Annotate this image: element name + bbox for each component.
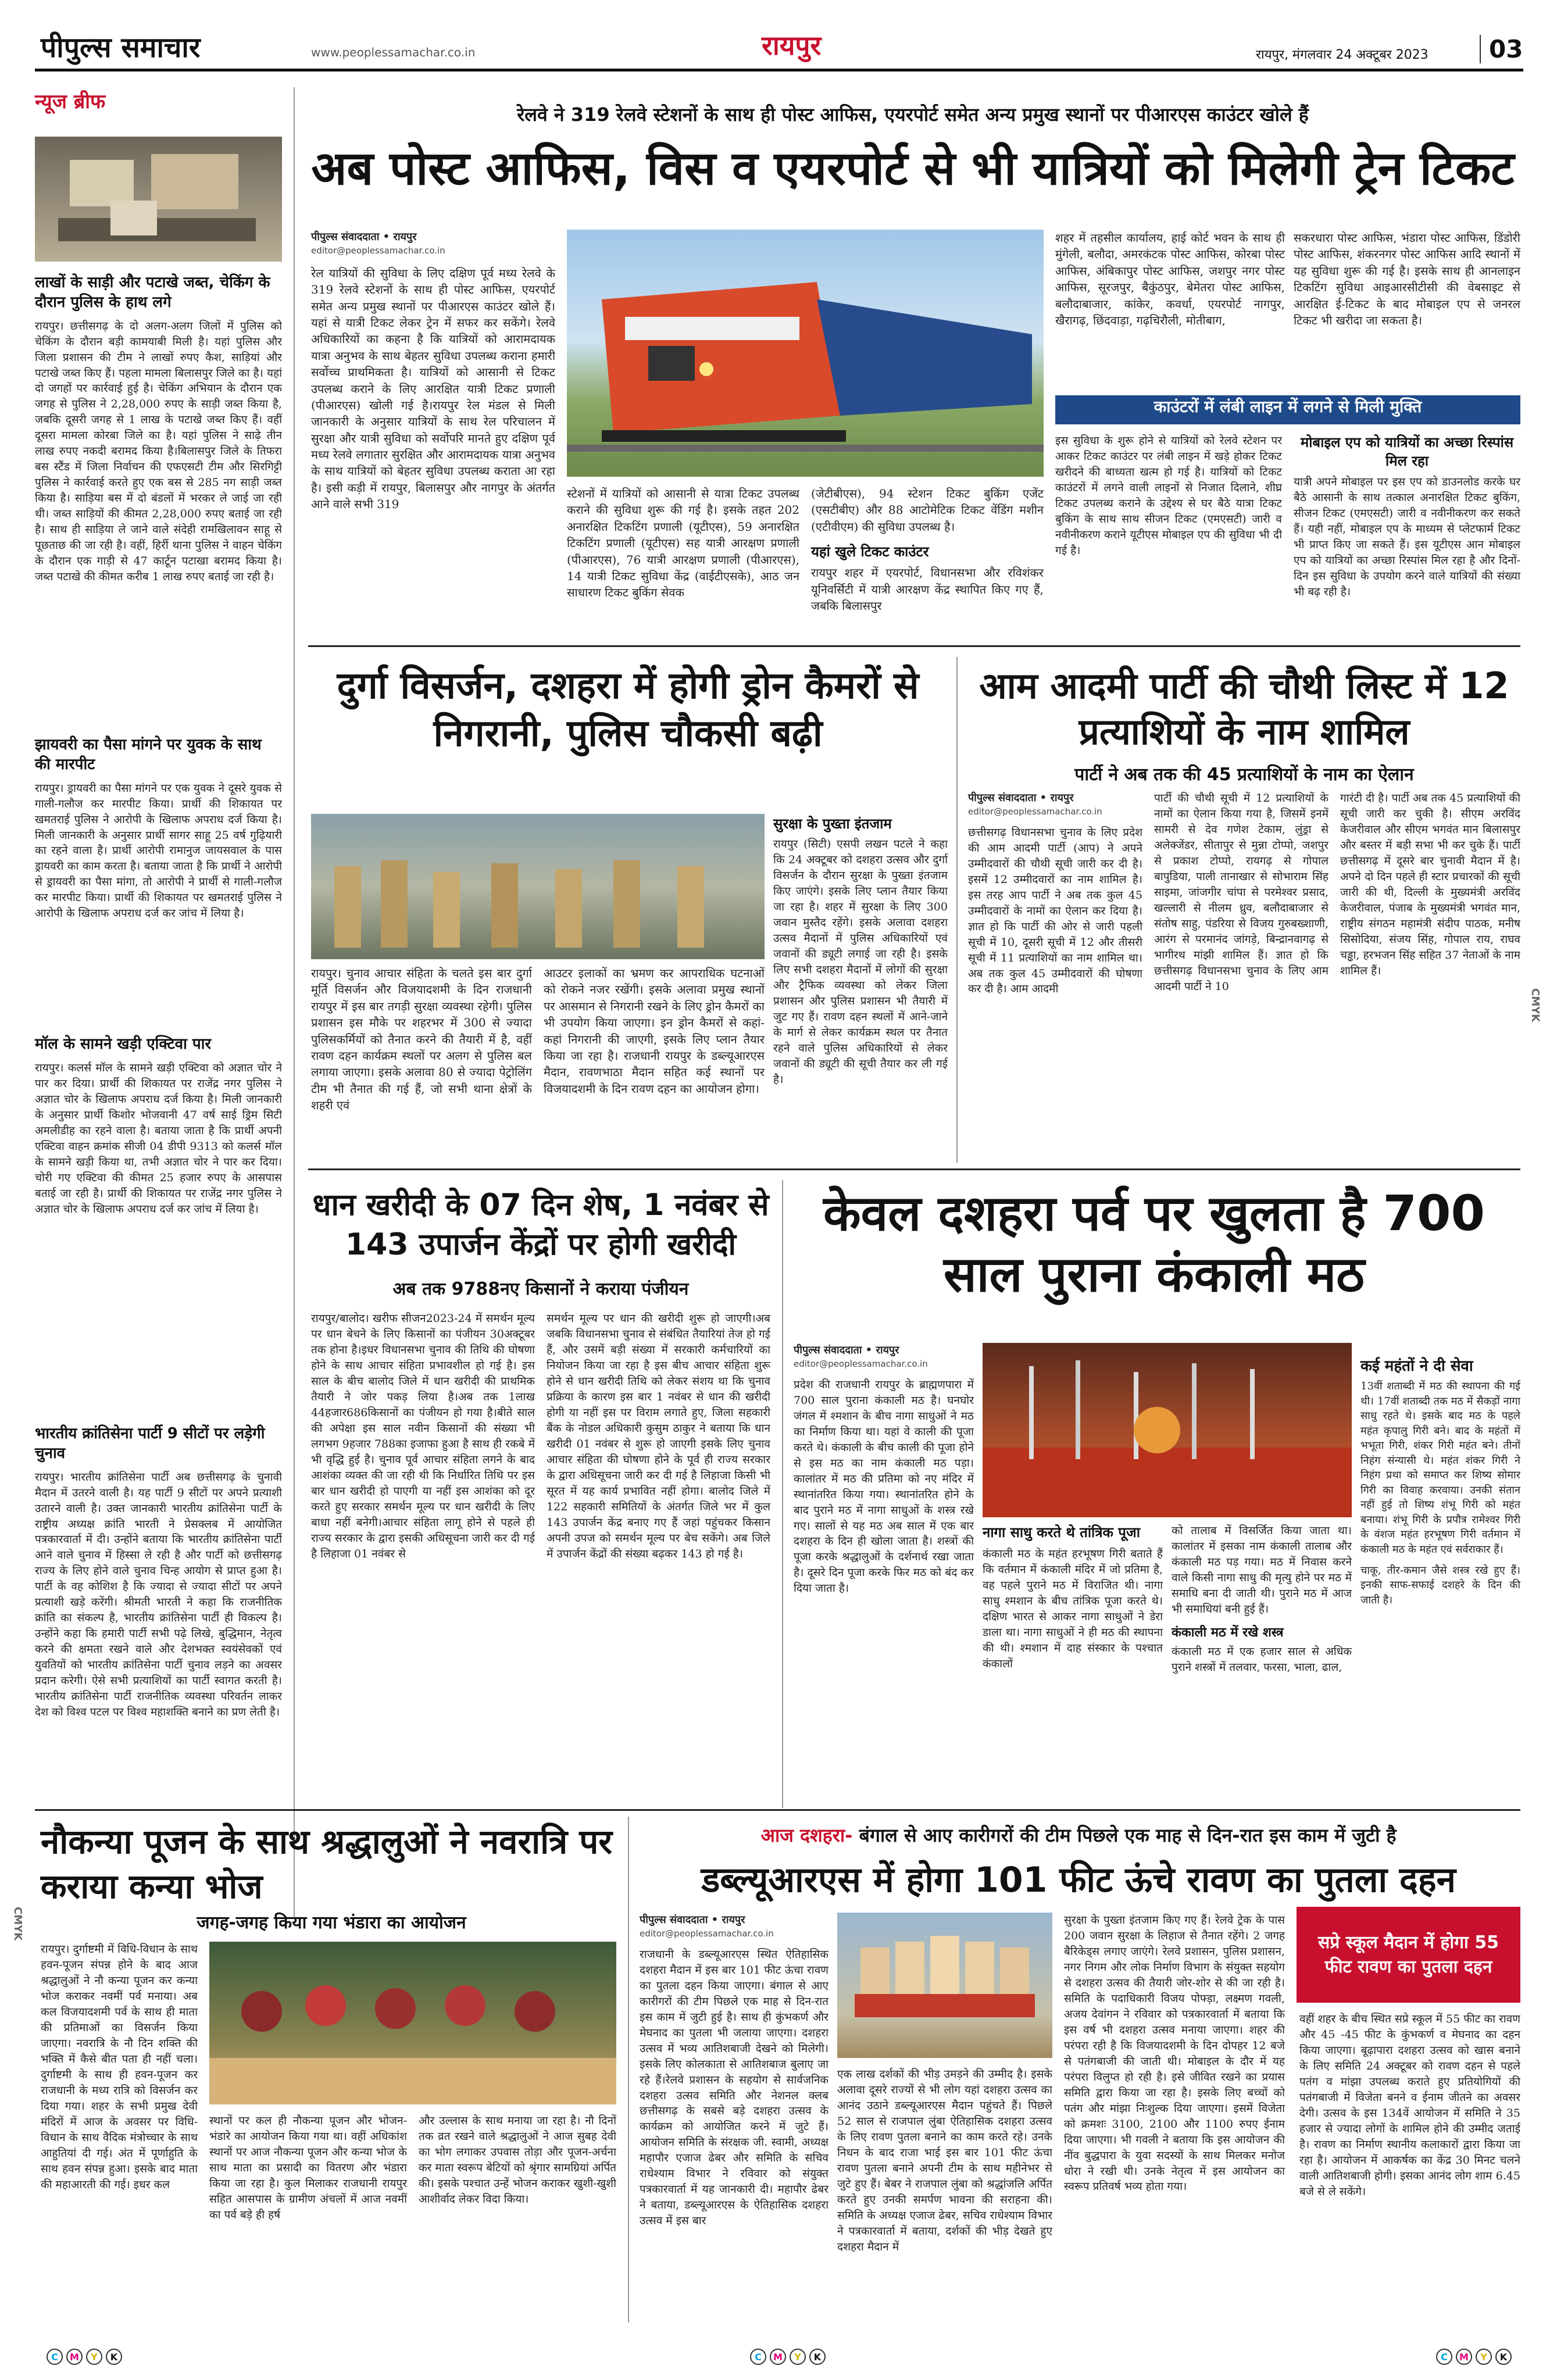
math-email: editor@peoplessamachar.co.in [794, 1358, 928, 1369]
aap-subhead: पार्टी ने अब तक की 45 प्रत्याशियों के नाम का ऐलान [1074, 764, 1414, 785]
math-col1: प्रदेश की राजधानी रायपुर के ब्राह्मणपारा में 700 साल पुराना कंकाली मठ है। घनघोर जंगल में श्मशान के बीच नागा साधुओं ने मठ का निर्माण किया था। यहां वे काली की पूजा करते थे। कंकाली के बीच काली की पूजा होने से इस मठ का नाम कंकाली मठ पड़ा। कालांतर में मठ की प्रतिमा को नए मंदिर में स्थानांतरित किया गया। स्थानांतरित होने के बाद पुराने मठ में नागा साधुओं के शस्त्र रखे गए। सालों से यह मठ अब साल में एक बार दशहरा के दिन ही खोला जाता है। शस्त्रों की पूजा करके श्रद्धालुओं के दर्शनार्थ रखा जाता है। दूसरे दिन पूजा करके फिर मठ को बंद कर दिया जाता है। [794, 1378, 974, 1595]
black-mark-right: K [1495, 2349, 1512, 2365]
masthead [0, 0, 1557, 64]
train-col1: रेल यात्रियों की सुविधा के लिए दक्षिण पूर्व मध्य रेलवे के 319 रेलवे स्टेशनों के साथ ही पोस्ट आफिस, एयरपोर्ट समेत अन्य प्रमुख स्थानों पर पीआरएस काउंटर खोले हैं। यहां से यात्री टिकट लेकर ट्रेन में सफर कर सकेंगे। रेलवे अधिकारियों का कहना है कि यात्रियों को आरामदायक यात्रा अनुभव के साथ बेहतर सुविधा उपलब्ध कराना हमारी सर्वोच्च प्राथमिकता है। यात्रियों को आसानी से टिकट उपलब्ध कराने के लिए आरक्षित यात्री टिकट प्रणाली (पीआरएस) खोली गई है।रायपुर रेल मंडल से मिली जानकारी के अनुसार यात्रियों के साथ रेल परिचालन में सुरक्षा और यात्री सुविधा को सर्वोपरि मानते हुए दक्षिण पूर्व मध्य रेलवे लगातार सुरक्षित और आरामदायक यात्रा अनुभव के साथ यात्रियों को बेहतर सुविधा उपलब्ध कराता आ रहा है। इसी कड़ी में रायपुर, बिलासपुर और नागपुर के अंतर्गत आने वाले सभी 319 [311, 266, 555, 512]
magenta-mark-center: M [770, 2349, 786, 2365]
cmyk-vertical-mark-left: CMYK [12, 1907, 24, 1941]
train-kicker: रेलवे ने 319 रेलवे स्टेशनों के साथ ही पोस्ट आफिस, एयरपोर्ट समेत अन्य प्रमुख स्थानों पर पीआरएस काउंटर खोले हैं [517, 103, 1309, 126]
dhan-subhead: अब तक 9788नए किसानों ने कराया पंजीयन [392, 1279, 689, 1299]
black-mark: K [106, 2349, 122, 2365]
math-byline: पीपुल्स संवाददाता • रायपुर [794, 1344, 899, 1356]
math-photo [983, 1343, 1352, 1517]
cyan-mark: C [47, 2349, 63, 2365]
brief-title-2: झायवरी का पैसा मांगने पर युवक के साथ की मारपीट [35, 736, 262, 773]
kanya-col2: स्थानों पर कल ही नौकन्या पूजन और भोजन-भंडारे का आयोजन किया गया था। वहीं अधिकांश स्थानों पर आज नौकन्या पूजन और कन्या भोज के साथ माता का प्रसादी का वितरण और भंडारा किया जा रहा है। कुल मिलाकर राजधानी रायपुर सहित आसपास के ग्रामीण अंचलों में आज नवमीं का पर्व बड़े ही हर्ष [209, 2114, 407, 2221]
print-marks-left [47, 2349, 122, 2365]
train-box-right: यात्री अपने मोबाइल पर इस एप को डाउनलोड करके घर बैठे आसानी के साथ तत्काल अनारक्षित टिकट बुकिंग, सीजन टिकट (एमएसटी) जारी व नवीनीकरण कर सकते हैं। यही नहीं, मोबाइल एप के माध्यम से प्लेटफार्म टिकट भी प्राप्त किए जा सकते हैं। इस यूटीएस आन मोबाइल एप को यात्रियों का अच्छा रिस्पांस मिल रहा है और दिनों-दिन इस सुविधा के उपयोग करने वाले यात्रियों की संख्या भी बढ़ रही है। [1294, 475, 1520, 598]
ravan-kicker: बंगाल से आए कारीगरों की टीम पिछले एक माह से दिन-रात इस काम में जुटी है [859, 1824, 1397, 1846]
train-col4: शहर में तहसील कार्यालय, हाई कोर्ट भवन के साथ ही मुंगेली, बलौदा, अमरकंटक पोस्ट आफिस, कोरबा पोस्ट आफिस, अंबिकापुर पोस्ट आफिस, जशपुर नगर पोस्ट आफिस, सूरजपुर, बैकुंठपुर, बेमेतरा पोस्ट आफिस, बलौदाबाजार, कांकेर, कवर्धा, एयरपोर्ट नागपुर, खैरागढ़, छिंदवाड़ा, गढ़चिरौली, मोतीबाग, [1055, 231, 1285, 327]
durga-photo [311, 814, 765, 959]
durga-col3: रायपुर (सिटी) एसपी लखन पटले ने कहा कि 24 अक्टूबर को दशहरा उत्सव और दुर्गा विसर्जन के दौरान सुरक्षा के पुख्ता इंतजाम किए जाएंगे। इसके लिए प्लान तैयार किया जा रहा है। शहर में सुरक्षा के लिए 300 जवान मुस्तैद रहेंगे। इसके अलावा दशहरा उत्सव मैदानों में पुलिस अधिकारियों एवं जवानों की ड्यूटी लगाई जा रही है। इसके लिए सभी दशहरा मैदानों में लोगों की सुरक्षा और ट्रैफिक व्यवस्था को लेकर जिला प्रशासन और पुलिस प्रशासन भी तैयारी में जुट गए हैं। रावण दहन स्थलों में आने-जाने के मार्ग से लेकर कार्यक्रम स्थल पर तैनात रहने वाले पुलिस अधिकारियों से लेकर जवानों की ड्यूटी की सूची तैयार कर ली गई है। [773, 838, 948, 1086]
train-email: editor@peoplessamachar.co.in [311, 245, 445, 256]
news-brief-label: न्यूज ब्रीफ [35, 90, 106, 113]
dhan-col1: रायपुर/बालोद। खरीफ सीजन2023-24 में समर्थन मूल्य पर धान बेचने के लिए किसानों का पंजीयन 30अक्टूबर तक होना है।इधर विधानसभा चुनाव की तिथि की घोषणा होने के साथ आचार संहिता प्रभावशील हो गई है। इस साल के बीच बालोद जिले में धान खरीदी की प्राथमिक तैयारी ने जोर पकड़ लिया है।अब तक 1लाख 44हजार686किसानों का पंजीयन हो गया है।बीते साल की अपेक्षा इस साल नवीन किसानों की संख्या भी लगभग 9हजार 788का इजाफा हुआ है साथ ही रकबे में भी वृद्धि हुई है। चुनाव पूर्व आचार संहिता लगने के बाद आशंका व्यक्त की जा रही थी कि निर्धारित तिथि पर इस बार धान खरीदी हो पाएगी या नहीं इस आशंका को दूर करते हुए सरकार समर्थन मूल्य पर धान खरीदी के लिए बाधा नहीं बनेगी।आचार संहिता लागू होने से पहले ही राज्य सरकार के द्वारा इसकी अधिसूचना जारी कर दी गई है लिहाजा 01 नवंबर से [311, 1312, 535, 1560]
kanya-col3: और उल्लास के साथ मनाया जा रहा है। नौ दिनों तक व्रत रखने वाले श्रद्धालुओं ने आज सुबह देवी का भोग लगाकर उपवास तोड़ा और पूजन-अर्चना कर माता स्वरूप बेटियों को श्रृंगार सामग्रियां अर्पित की। इसके पश्चात उन्हें भोजन कराकर खुशी-खुशी आशीर्वाद लेकर विदा किया। [419, 2114, 616, 2206]
aap-email: editor@peoplessamachar.co.in [968, 806, 1102, 817]
kanya-col1: रायपुर। दुर्गाष्टमी में विधि-विधान के साथ हवन-पूजन संपन्न होने के बाद आज श्रद्धालुओं ने नौ कन्या पूजन कर कन्या भोज कराकर नवमीं पर्व मनाया। अब कल विजयादशमी पर्व के साथ ही माता की प्रतिमाओं का विसर्जन किया जाएगा। नवरात्रि के नौ दिन शक्ति की भक्ति में कैसे बीत पता ही नहीं चला। दुर्गाष्टमी के साथ ही हवन-पूजन कर राजधानी के मध्य रात्रि को विसर्जन कर दिया गया। शहर के सभी प्रमुख देवी मंदिरों में आज के अवसर पर विधि-विधान के साथ वैदिक मंत्रोच्चार के साथ आहुतियां दी गई। अंत में पूर्णाहुति के साथ हवन संपन्न हुआ। इसके बाद माता की महाआरती की गई। इधर कल [41, 1943, 198, 2191]
train-box-left: इस सुविधा के शुरू होने से यात्रियों को रेलवे स्टेशन पर आकर टिकट काउंटर पर लंबी लाइन में खड़े होकर टिकट खरीदने की बाध्यता खत्म हो गई है। यात्रियों को टिकट काउंटरों में लगने वाली लाइनों से निजात दिलाने, शीघ्र टिकट उपलब्ध कराने के उद्देश्य से घर बैठे यात्रा टिकट बुकिंग के साथ साथ सीजन टिकट (एमएसटी) जारी व नवीनीकरण कराने यूटीएस मोबाइल एप की सुविधा भी दी गई है। [1055, 434, 1282, 557]
aap-col1: छत्तीसगढ़ विधानसभा चुनाव के लिए प्रदेश की आम आदमी पार्टी (आप) ने अपने उम्मीदवारों की चौथी सूची जारी कर दी है। इसमें 12 उम्मीदवारों का नाम शामिल है। इस तरह आप पार्टी ने अब तक कुल 45 उम्मीदवारों के नामों का ऐलान कर दिया है। ज्ञात हो कि पार्टी की ओर से जारी पहली सूची में 10, दूसरी सूची में 12 और तीसरी सूची में 11 प्रत्याशियों का नाम शामिल था। अब तक कुल 45 उम्मीदवारों की घोषणा कर दी है। आम आदमी [968, 826, 1142, 996]
train-headline: अब पोस्ट आफिस, विस व एयरपोर्ट से भी यात्रियों को मिलेगी ट्रेन टिकट [311, 141, 1515, 195]
news-brief-column [35, 87, 282, 1930]
aap-headline: आम आदमी पार्टी की चौथी लिस्ट में 12 प्रत्याशियों के नाम शामिल [979, 664, 1509, 753]
train-byline: पीपुल्स संवाददाता • रायपुर [311, 231, 417, 243]
masthead-url: www.peoplessamachar.co.in [311, 45, 476, 59]
brand-logo: पीपुल्स समाचार [41, 31, 201, 64]
magenta-mark-right: M [1456, 2349, 1472, 2365]
kanya-photo [209, 1942, 616, 2104]
ravan-kicker-row [637, 1822, 1520, 1847]
masthead-date: रायपुर, मंगलवार 24 अक्टूबर 2023 [1256, 48, 1429, 62]
cyan-mark-right: C [1436, 2349, 1452, 2365]
aap-col2: पार्टी की चौथी सूची में 12 प्रत्याशियों के नामों का ऐलान किया गया है, जिसमें इनमें सामरी से देव गणेश टेकाम, लुंड्रा से अलेक्जेंडर, सीतापुर से मुन्ना टोप्पो, जशपुर से प्रकाश टोप्पो, रायगढ़ से गोपाल बापुडिया, पाली तानाखार से सोभाराम सिंह साइमा, जांजगीर चांपा से परमेश्वर प्रसाद, खल्लारी से नीलम ध्रुव, बलौदाबाजार से संतोष साहु, पंडरिया से विजय गुरुबख्शाणी, आरंग से परमानंद जांगड़े, बिन्द्रानवागढ़ से भागीरथ मांझी शामिल हैं। ज्ञात हो कि छत्तीसगढ़ विधानसभा चुनाव के लिए आम आदमी पार्टी ने 10 [1154, 792, 1329, 993]
magenta-mark: M [66, 2349, 83, 2365]
brief-text-2: रायपुर। ड्रायवरी का पैसा मांगने पर एक युवक ने दूसरे युवक से गाली-गलौज कर मारपीट किया। प्रार्थी की शिकायत पर खमतराई पुलिस ने आरोपी के खिलाफ अपराध दर्ज किया है। मिली जानकारी के अनुसार प्रार्थी सागर साहू 25 वर्ष गुढ़ियारी का रहने वाला है। प्रार्थी आरोपी रामानुज जायसवाल के पास ड्रायवरी का काम करता है। बताया जाता है कि प्रार्थी ने आरोपी से ड्रायवरी का पैसा मांगा, तो आरोपी ने प्रार्थी से गाली-गलौज कर मारपीट किया। प्रार्थी की शिकायत पर खमतराई पुलिस ने आरोपी के खिलाफ अपराध दर्ज कर जांच में लिया है। [35, 781, 282, 920]
brief-title-3: मॉल के सामने खड़ी एक्टिवा पार [35, 1035, 212, 1053]
ravan-col1: राजधानी के डब्ल्यूआरएस स्थित ऐतिहासिक दशहरा मैदान में इस बार 101 फीट ऊंचा रावण का पुतला दहन किया जाएगा। बंगाल से आए कारीगरों की टीम पिछले एक माह से दिन-रात इस काम में जुटी हुई है। साथ ही कुंभकर्ण और मेघनाद का पुतला भी जलाया जाएगा। दशहरा उत्सव में भव्य आतिशबाजी देखने को मिलेगी। इसके लिए कोलकाता से आतिशबाज बुलाए जा रहे हैं।रेलवे प्रशासन के सहयोग से सार्वजनिक दशहरा उत्सव समिति और नेशनल क्लब छत्तीसगढ़ के सबसे बड़े दशहरा उत्सव के कार्यक्रम को आयोजित करने में जुटे हैं। आयोजन समिति के संरक्षक जी. स्वामी, अध्यक्ष महापौर एजाज ढेबर और समिति के सचिव राधेश्याम विभार ने रविवार को संयुक्त पत्रकारवार्ता में यह जानकारी दी। महापौर ढेबर ने बताया, डब्ल्यूआरएस के ऐतिहासिक दशहरा उत्सव में इस बार [640, 1947, 829, 2228]
locomotive-image [567, 230, 1044, 477]
math-photo-caption: नागा साधु करते थे तांत्रिक पूजा [983, 1524, 1140, 1541]
masthead-city: रायपुर [762, 30, 822, 61]
train-col2: स्टेशनों में यात्रियों को आसानी से यात्रा टिकट उपलब्ध कराने की सुविधा शुरू की गई है। इसके तहत 202 अनारक्षित टिकटिंग प्रणाली (यूटीएस), 59 अनारक्षित टिकटिंग प्रणाली (यूटीएस) सह यात्री आरक्षण प्रणाली (पीआरएस), 76 यात्री आरक्षण प्रणाली (पीआरएस), 14 यात्री टिकट सुविधा केंद्र (वाईटीएसके), आठ जन साधारण टिकट बुकिंग सेवक [567, 487, 799, 600]
brief-title-4: भारतीय क्रांतिसेना पार्टी 9 सीटों पर लड़ेगी चुनाव [35, 1425, 265, 1462]
seized-goods-photo [35, 137, 282, 262]
train-col5: सकरधारा पोस्ट आफिस, भंडारा पोस्ट आफिस, डिंडोरी पोस्ट आफिस, शंकरनगर पोस्ट आफिस आदि स्थानों में यह सुविधा शुरू की गई है। इसके साथ ही आनलाइन टिकटिंग सुविधा आइआरसीटीसी की वेबसाइट से आरक्षित ई-टिकट के बाद मोबाइल एप से जनरल टिकट भी खरीदा जा सकता है। [1294, 231, 1520, 327]
math-headline: केवल दशहरा पर्व पर खुलता है 700 साल पुराना कंकाली मठ [823, 1185, 1485, 1303]
train-col3b: रायपुर शहर में एयरपोर्ट, विधानसभा और रविशंकर यूनिवर्सिटी में यात्री आरक्षण केंद्र स्थापित किए गए हैं, जबकि बिलासपुर [811, 566, 1044, 613]
brief-photo [35, 137, 282, 262]
page-number: 03 [1480, 35, 1523, 63]
ravan-headline: डब्ल्यूआरएस में होगा 101 फीट ऊंचे रावण का पुतला दहन [701, 1860, 1456, 1900]
math-side-text-2: चाकू, तीर-कमान जैसे शस्त्र रखे हुए हैं। इनकी साफ-सफाई दशहरे के दिन की जाती है। [1360, 1564, 1520, 1606]
train-box-title: काउंटरों में लंबी लाइन में लगने से मिली मुक्ति [1055, 395, 1520, 424]
ravan-email: editor@peoplessamachar.co.in [640, 1928, 774, 1939]
train-photo [567, 230, 1044, 477]
math-col3b: कंकाली मठ में एक हजार साल से अधिक पुराने शस्त्रों में तलवार, फरसा, भाला, ढाल, [1172, 1645, 1352, 1674]
ravan-side-text: वहीं शहर के बीच स्थित सप्रे स्कूल में 55 फीट का रावण और 45 -45 फीट के कुंभकर्ण व मेघनाद का दहन किया जाएगा। बूढ़ापारा दशहरा उत्सव को खास बनाने के लिए समिति 24 अक्टूबर को रावण दहन से पहले पतंग व मांझा उपलब्ध कराते हुए प्रतियोगियों की पतंगबाजी में विजेता बनने व ईनाम जीतने का अवसर देगी। उत्सव के इस 134वें आयोजन में समिति ने 35 हजार से ज्यादा लोगों के शामिल होने की उम्मीद जताई है। रावण का निर्माण स्थानीय कलाकारों द्वारा किया जा रहा है। आयोजन में आकर्षक का केंद्र 30 मिनट चलने वाली आतिशबाजी होगी। इसका आनंद लोग शाम 6.45 बजे से ले सकेंगे। [1299, 2013, 1520, 2198]
yellow-mark-right: Y [1476, 2349, 1492, 2365]
ravan-col2: एक लाख दर्शकों की भीड़ उमड़ने की उम्मीद है। इसके अलावा दूसरे राज्यों से भी लोग यहां दशहरा उत्सव का आनंद उठाने डब्ल्यूआरएस मैदान पहुंचते हैं। पिछले 52 साल से राजपाल लुंबा ऐतिहासिक दशहरा उत्सव के लिए रावण पुतला बनाने का काम करते रहे। उनके निधन के बाद राजा भाई इस बार 101 फीट ऊंचा रावण पुतला बनाने अपनी टीम के साथ महीनेभर से जुटे हुए हैं। बेबर ने राजपाल लुंबा को श्रद्धांजलि अर्पित करते हुए उनकी समर्पण भावना की सराहना की। समिति के अध्यक्ष एजाज ढेबर, सचिव राधेश्याम विभार ने पत्रकारवार्ता में बताया, दर्शकों की भीड़ देखते हुए दशहरा मैदान में [837, 2068, 1052, 2253]
ravan-side-box [1297, 1907, 1520, 2003]
brief-text-1: रायपुर। छत्तीसगढ़ के दो अलग-अलग जिलों में पुलिस को चेकिंग के दौरान बड़ी कामयाबी मिली है। यहां पुलिस और जिला प्रशासन की टीम ने लाखों रुपए कैश, साड़ियां और पटाखे जब्त किए हैं। पहला मामला बिलासपुर जिले का है। यहां दो जगहों पर कार्रवाई हुई है। चेकिंग अभियान के दौरान एक जगह से पुलिस ने 2,28,000 रुपए के साड़ी जब्त किया है, जबकि दूसरी जगह से 1 लाख के पटाखे जब्त किए हैं। वहीं दूसरा मामला कोरबा जिले का है। यहां पुलिस ने साढ़े तीन लाख रुपए नकदी बरामद किया है।बिलासपुर जिले के तिफरा बस स्टैंड में जिला निर्वाचन की एफएसटी टीम और सिरगिट्टी पुलिस ने कार्रवाई करते हुए एक बस से 285 नग साड़ी जब्त किया है। साड़िया बस में दो बंडलों में भरकर ले जाई जा रही थी। जब्त साड़ियों की कीमत 2,28,000 रुपए बताई जा रही है। साथ ही साड़िया ले जाने वाले संदेही रामखिलावन साहू से पूछताछ की जा रही है। वहीं, हिर्री थाना पुलिस ने वाहन चेकिंग के दौरान एक गाड़ी से 47 कार्टून पटाखा बरामद किया है। जब्त पटाखे की कीमत करीब 1 लाख रुपए बताई जा रही है। [35, 319, 282, 584]
ravan-kicker-red: आज दशहरा- [760, 1824, 853, 1846]
dhan-col2: समर्थन मूल्य पर धान की खरीदी शुरू हो जाएगी।अब जबकि विधानसभा चुनाव से संबंधित तैयारियां तेज हो गई हैं, और उसमें बड़ी संख्या में सरकारी कर्मचारियों का नियोजन किया जा रहा है इस बीच आचार संहिता शुरू होने से धान खरीदी तिथि को लेकर संशय था कि चुनाव प्रक्रिया के कारण इस बार 1 नवंबर से धान की खरीदी होगी या नहीं इस पर विराम लगाते हुए, जिला सहकारी बैंक के नोडल अधिकारी कुसुम ठाकुर ने बताया कि धान खरीदी 01 नवंबर से शुरू हो जाएगी इसके लिए चुनाव आचार संहिता की घोषणा होने के पूर्व ही राज्य सरकार के द्वारा अधिसूचना जारी कर दी गई है लिहाजा किसी भी सूरत में यह कार्य प्रभावित नहीं होगा। बालोद जिले में 122 सहकारी समितियों के अंतर्गत जिले भर में कुल 143 उपार्जन केंद्र बनाए गए हैं जहां पहुंचकर किसान अपनी उपज को समर्थन मूल्य पर बेच सकेंगे। अब जिले में उपार्जन केंद्रों की संख्या बढ़कर 143 हो गई है। [547, 1312, 770, 1560]
math-col3a: को तालाब में विसर्जित किया जाता था। कालांतर में इसका नाम कंकाली तालाब और कंकाली मठ पड़ गया। मठ में निवास करने वाले किसी नागा साधु की मृत्यु होने पर मठ में समाधि बना दी जाती थी। पुराने मठ में आज भी समाधियां बनी हुई हैं। [1172, 1524, 1352, 1616]
math-side-title: कई महंतों ने दी सेवा [1360, 1357, 1473, 1375]
police-meeting-image [311, 814, 765, 959]
yellow-mark: Y [86, 2349, 102, 2365]
cyan-mark-center: C [750, 2349, 766, 2365]
weapons-shrine-image [983, 1343, 1352, 1517]
train-subhead: यहां खुले टिकट काउंटर [811, 544, 929, 560]
train-col3: (जेटीबीएस), 94 स्टेशन टिकट बुकिंग एजेंट (एसटीबीए) और 88 आटोमेटिक टिकट वेंडिंग मशीन (एटीवीएम) की सुविधा उपलब्ध है। [811, 487, 1044, 534]
brief-text-3: रायपुर। कलर्स मॉल के सामने खड़ी एक्टिवा को अज्ञात चोर ने पार कर दिया। प्रार्थी की शिकायत पर राजेंद्र नगर पुलिस ने अज्ञात चोर के खिलाफ अपराध दर्ज किया है। मिली जानकारी के अनुसार प्रार्थी किशोर भोजवानी 47 वर्ष साई ड्रिम सिटी अमलीडीह का रहने वाला है। बताया जाता है कि प्रार्थी अपनी एक्टिवा वाहन क्रमांक सीजी 04 डीपी 9313 को कलर्स मॉल के सामने खड़ी किया था, तभी अज्ञात चोर ने पार कर दिया। चोरी गए एक्टिवा की कीमत 25 हजार रुपए के आसपास बताई जा रही है। प्रार्थी की शिकायत पर राजेंद्र नगर पुलिस ने अज्ञात चोर के खिलाफ अपराध दर्ज कर जांच में लिया है। [35, 1061, 282, 1216]
math-subhead-2: कंकाली मठ में रखे शस्त्र [1172, 1625, 1284, 1640]
dhan-headline: धान खरीदी के 07 दिन शेष, 1 नवंबर से 143 उपार्जन केंद्रों पर होगी खरीदी [312, 1188, 769, 1262]
aap-byline: पीपुल्स संवाददाता • रायपुर [968, 792, 1074, 804]
kanya-bhoj-image [209, 1942, 616, 2104]
kanya-headline: नौकन्या पूजन के साथ श्रद्धालुओं ने नवरात्रि पर कराया कन्या भोज [41, 1822, 612, 1907]
print-marks-center [750, 2349, 826, 2365]
ravan-byline: पीपुल्स संवाददाता • रायपुर [640, 1914, 745, 1926]
print-marks-right [1436, 2349, 1512, 2365]
ravan-photo [837, 1913, 1052, 2058]
cmyk-vertical-mark: CMYK [1529, 988, 1541, 1023]
yellow-mark-center: Y [790, 2349, 806, 2365]
aap-col3: गारंटी दी है। पार्टी अब तक 45 प्रत्याशियों की सूची जारी कर चुकी है। सीएम अरविंद केजरीवाल और सीएम भगवंत मान बिलासपुर और बस्तर में बड़ी सभा भी कर चुके हैं। पार्टी छत्तीसगढ़ में दूसरे बार चुनावी मैदान में है। अपने दो दिन पहले ही स्टार प्रचारकों की सूची जारी की थी, दिल्ली के मुख्यमंत्री अरविंद केजरीवाल, पंजाब के मुख्यमंत्री भगवंत मान, राष्ट्रीय संगठन महामंत्री संदीप पाठक, मनीष सिसोदिया, संजय सिंह, गोपाल राय, राघव चड्ढा, हरभजन सिंह सहित 37 नेताओं के नाम शामिल हैं। [1340, 792, 1520, 977]
ravan-col3: सुरक्षा के पुख्ता इंतजाम किए गए हैं। रेलवे ट्रेक के पास 200 जवान सुरक्षा के लिहाज से तैनात रहेंगे। 2 जगह बैरिकेड्स लगाए जाएंगे। रेलवे प्रशासन, पुलिस प्रशासन, नगर निगम और लोक निर्माण विभाग के संयुक्त सहयोग से दशहरा उत्सव की तैयारी जोर-शोर से की जा रही है। समिति के पदाधिकारी विजय पोफ्ड़ा, लक्ष्मण गवली, अजय देवांगन ने रविवार को पत्रकारवार्ता में बताया कि इस वर्ष भी दशहरा उत्सव मनाया जाएगा। शहर की परंपरा रही है कि विजयादशमी के दिन दोपहर 12 बजे से पतंगबाजी की जाती थी। मोबाइल के दौर में यह परंपरा विलुप्त हो रही है। इसे जीवित रखने का प्रयास समिति द्वारा किया जा रहा है। इसके लिए बच्चों को पतंग और मांझा निःशुल्क दिया जाएगा। इसमें विजेता को क्रमशः 3100, 2100 और 1100 रुपए ईनाम दिया जाएगा। भी गवली ने बताया कि इस आयोजन की नींव बुद्धपारा के युवा सदस्यों के साथ मिलकर मनोज धोरा ने रखी थी। उनके नेतृत्व में इस आयोजन का स्वरूप प्रतिवर्ष भव्य होता गया। [1064, 1914, 1285, 2193]
kanya-subhead: जगह-जगह किया गया भंडारा का आयोजन [197, 1913, 466, 1933]
ravan-side-title: सप्रे स्कूल मैदान में होगा 55 फीट रावण का पुतला दहन [1318, 1932, 1499, 1977]
durga-col1: रायपुर। चुनाव आचार संहिता के चलते इस बार दुर्गा मूर्ति विसर्जन और विजयादशमी के दिन राजधानी रायपुर में इस बार तगड़ी सुरक्षा व्यवस्था रहेगी। पुलिस प्रशासन इस मौके पर शहरभर में 300 से ज्यादा पुलिसकर्मियों को तैनात करने की तैयारी में है, वहीं रावण दहन कार्यक्रम स्थलों पर अलग से पुलिस बल लगाया जाएगा। इसके अलावा 80 से ज्यादा पेट्रोलिंग टीम भी तैनात की गई हैं, जो सभी थाना क्षेत्रों के शहरी एवं [311, 966, 532, 1113]
train-box-right-title: मोबाइल एप को यात्रियों का अच्छा रिस्पांस मिल रहा [1300, 434, 1514, 470]
durga-subhead: सुरक्षा के पुख्ता इंतजाम [773, 816, 892, 832]
math-side-text: 13वीं शताब्दी में मठ की स्थापना की गई थी। 17वीं शताब्दी तक मठ में सैकड़ों नागा साधु रहते थे। इसके बाद मठ के पहले महंत कृपालु गिरी बने। बाद के महंतों में भभूता गिरी, शंकर गिरी महंत बने। तीनों निहंग संन्यासी थे। महंत शंकर गिरी ने निहंग प्रथा को समाप्त कर शिष्य सोमार गिरी का विवाह करवाया। उनकी संतान नहीं हुई तो शिष्य शंभू गिरी को महंत बनाया। शंभू गिरी के प्रपौत्र रामेश्वर गिरी के वंशज महंत हरभूषण गिरी वर्तमान में कंकाली मठ के महंत एवं सर्वराकार हैं। [1360, 1380, 1520, 1556]
math-col2a: कंकाली मठ के महंत हरभूषण गिरी बताते हैं कि वर्तमान में कंकाली मंदिर में जो प्रतिमा है, वह पहले पुराने मठ में विराजित थी। नागा साधु श्मशान के बीच तांत्रिक पूजा करते थे। दक्षिण भारत से आकर नागा साधुओं ने डेरा डाला था। नागा साधुओं ने ही मठ की स्थापना की थी। श्मशान में दाह संस्कार के पश्चात कंकालों [983, 1548, 1163, 1671]
brief-title-1: लाखों के साड़ी और पटाखे जब्त, चेकिंग के दौरान पुलिस के हाथ लगे [35, 274, 270, 311]
ravan-effigy-image [837, 1913, 1052, 2058]
brief-text-4: रायपुर। भारतीय क्रांतिसेना पार्टी अब छत्तीसगढ़ के चुनावी मैदान में उतरने वाली है। यह पार्टी 9 सीटों पर अपने प्रत्याशी उतारने वाली है। उक्त जानकारी भारतीय क्रांतिसेना पार्टी के राष्ट्रीय अध्यक्ष क्रांति भारती ने प्रेसक्लब में आयोजित पत्रकारवार्ता में दी। उन्होंने बताया कि भारतीय क्रांतिसेना पार्टी आने वाले चुनाव में हिस्सा ले रही है और पार्टी को छत्तीसगढ़ राज्य के लिए होने वाले चुनाव चिन्ह आयोग से प्राप्त हुआ है। पार्टी के वह कोशिश है कि ज्यादा से ज्यादा सीटों पर अपने प्रत्याशी खड़े करेंगी। श्रीमती भारती ने कहा कि राजनीतिक क्रांति का संकल्प है, भारतीय क्रांतिसेना पार्टी ही विकल्प है। उन्होंने कहा कि हमारी पार्टी सभी पढ़े लिखे, बुद्धिमान, नेतृत्व करने की क्षमता रखने वाले और देशभक्त स्वयंसेवकों एवं युवतियों को भारतीय क्रांतिसेना पार्टी चुनाव लड़ने का अवसर प्रदान करेगी। ऐसे सभी प्रत्याशियों का पार्टी स्वागत करती है। भारतीय क्रांतिसेना पार्टी राजनीतिक व्यवस्था परिवर्तन लाकर देश को विश्व पटल पर विश्व महाशक्ति बनाने का प्रण लेती है। [35, 1470, 282, 1719]
black-mark-center: K [809, 2349, 826, 2365]
durga-headline: दुर्गा विसर्जन, दशहरा में होगी ड्रोन कैमरों से निगरानी, पुलिस चौकसी बढ़ी [337, 664, 919, 755]
durga-col2: आउटर इलाकों का भ्रमण कर आपराधिक घटनाओं को रोकने नजर रखेंगी। इसके अलावा प्रमुख स्थानों पर आसमान से निगरानी रखने के लिए ड्रोन कैमरों का भी उपयोग किया जाएगा। इन ड्रोन कैमरों से कहां-कहां निगरानी की जाएगी, इसके लिए प्लान तैयार किया जा रहा है। राजधानी रायपुर के डब्ल्यूआरएस मैदान, रावणभाठा मैदान सहित कई स्थानों पर विजयादशमी के दिन रावण दहन का आयोजन होगा। [544, 966, 765, 1096]
